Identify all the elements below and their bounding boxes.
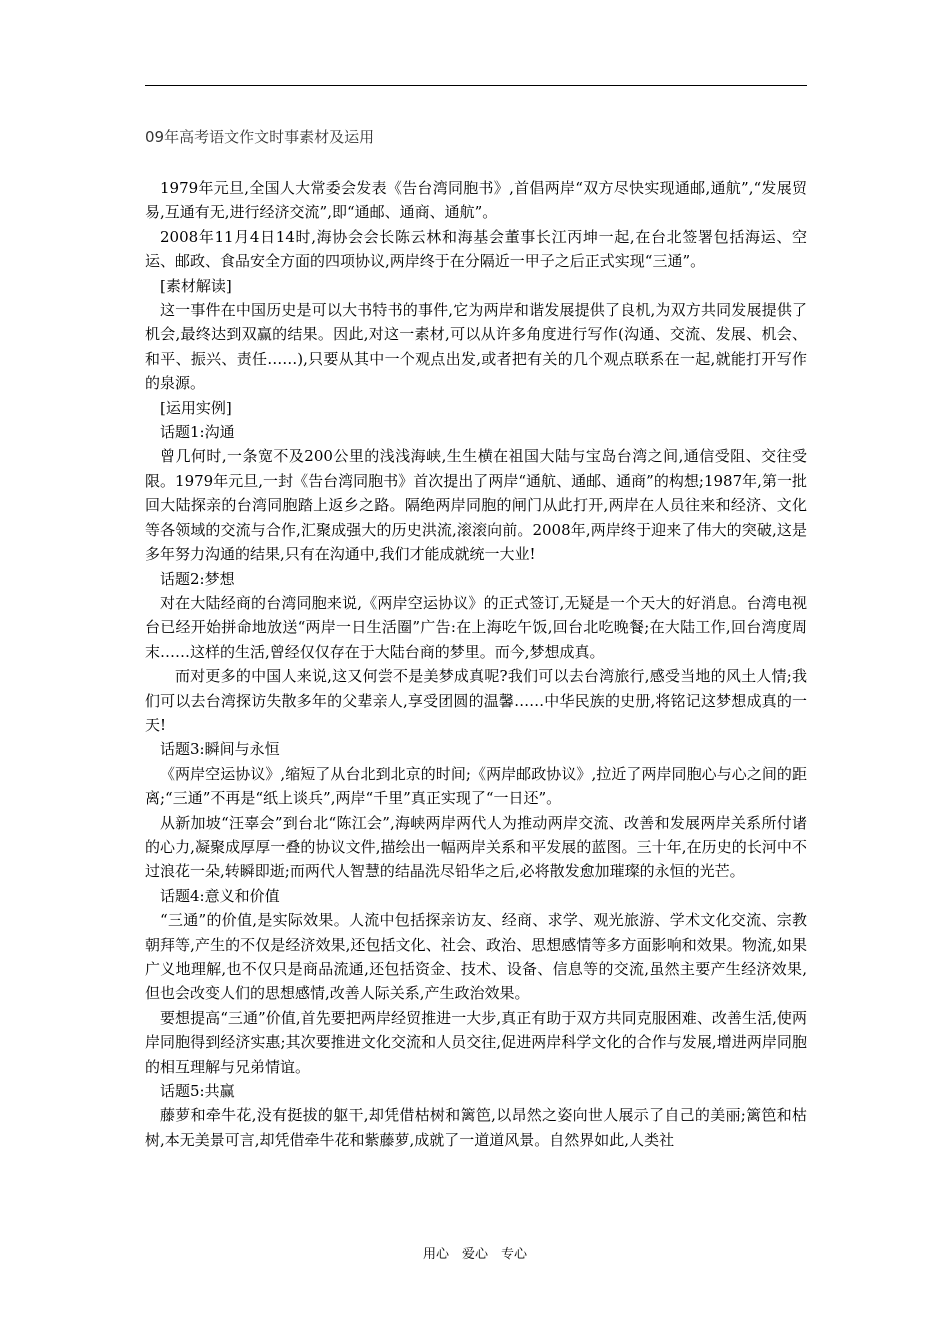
topic-heading: 话题1:沟通 — [160, 423, 235, 442]
paragraph: 而对更多的中国人来说,这又何尝不是美梦成真呢?我们可以去台湾旅行,感受当地的风土人情;我们可以去台湾探访失散多年的父辈亲人,享受团圆的温馨……中华民族的史册,将铭记这梦想成真的一天! — [145, 667, 807, 734]
header-rule — [145, 85, 807, 86]
paragraph: 对在大陆经商的台湾同胞来说,《两岸空运协议》的正式签订,无疑是一个天大的好消息。台湾电视台已经开始拼命地放送“两岸一日生活圈”广告:在上海吃午饭,回台北吃晚餐;在大陆工作,回台湾度周末……这样的生活,曾经仅仅存在于大陆台商的梦里。而今,梦想成真。 — [145, 593, 807, 661]
paragraph: 1979年元旦,全国人大常委会发表《告台湾同胞书》,首倡两岸“双方尽快实现通邮,通航”,“发展贸易,互通有无,进行经济交流”,即“通邮、通商、通航”。 — [145, 179, 807, 222]
paragraph: 要想提高“三通”价值,首先要把两岸经贸推进一大步,真正有助于双方共同克服困难、改善生活,使两岸同胞得到经济实惠;其次要推进文化交流和人员交往,促进两岸科学文化的合作与发展,增进两岸同胞的相互理解与兄弟情谊。 — [145, 1008, 807, 1076]
section-heading: [素材解读] — [160, 276, 232, 295]
topic-heading: 话题3:瞬间与永恒 — [160, 740, 280, 759]
paragraph: 这一事件在中国历史是可以大书特书的事件,它为两岸和谐发展提供了良机,为双方共同发展提供了机会,最终达到双赢的结果。因此,对这一素材,可以从许多角度进行写作(沟通、交流、发展、机会、和平、振兴、责任……),只要从其中一个观点出发,或者把有关的几个观点联系在一起,就能打开写作的泉源。 — [145, 301, 807, 393]
paragraph: 《两岸空运协议》,缩短了从台北到北京的时间;《两岸邮政协议》,拉近了两岸同胞心与心之间的距离;“三通”不再是“纸上谈兵”,两岸“千里”真正实现了“一日还”。 — [145, 764, 807, 808]
paragraph: 从新加坡“汪辜会”到台北“陈江会”,海峡两岸两代人为推动两岸交流、改善和发展两岸关系所付诸的心力,凝聚成厚厚一叠的协议文件,描绘出一幅两岸关系和平发展的蓝图。三十年,在历史的长河中不过浪花一朵,转瞬即逝;而两代人智慧的结晶洗尽铅华之后,必将散发愈加璀璨的永恒的光芒。 — [145, 813, 807, 881]
section-heading: [运用实例] — [160, 398, 232, 417]
topic-heading: 话题5:共赢 — [160, 1082, 235, 1101]
page-footer: 用心 爱心 专心 — [422, 1247, 527, 1262]
article-body — [145, 176, 807, 1152]
paragraph: 藤萝和牵牛花,没有挺拔的躯干,却凭借枯树和篱笆,以昂然之姿向世人展示了自己的美丽;篱笆和枯树,本无美景可言,却凭借牵牛花和紫藤萝,成就了一道道风景。自然界如此,人类社 — [145, 1106, 807, 1149]
paragraph: 2008年11月4日14时,海协会会长陈云林和海基会董事长江丙坤一起,在台北签署包括海运、空运、邮政、食品安全方面的四项协议,两岸终于在分隔近一甲子之后正式实现“三通”。 — [145, 227, 807, 271]
document-title: 09年高考语文作文时事素材及运用 — [145, 128, 375, 146]
paragraph: 曾几何时,一条宽不及200公里的浅浅海峡,生生横在祖国大陆与宝岛台湾之间,通信受阻、交往受限。1979年元旦,一封《告台湾同胞书》首次提出了两岸“通航、通邮、通商”的构想;1987年,第一批回大陆探亲的台湾同胞踏上返乡之路。隔绝两岸同胞的闸门从此打开,两岸在人员往来和经济、文化等各领域的交流与合作,汇聚成强大的历史洪流,滚滚向前。2008年,两岸终于迎来了伟大的突破,这是多年努力沟通的结果,只有在沟通中,我们才能成就统一大业! — [145, 447, 807, 564]
topic-heading: 话题4:意义和价值 — [160, 886, 280, 905]
topic-heading: 话题2:梦想 — [160, 569, 235, 588]
paragraph: “三通”的价值,是实际效果。人流中包括探亲访友、经商、求学、观光旅游、学术文化交流、宗教朝拜等,产生的不仅是经济效果,还包括文化、社会、政治、思想感情等多方面影响和效果。物流,如果广义地理解,也不仅只是商品流通,还包括资金、技术、设备、信息等的交流,虽然主要产生经济效果,但也会改变人们的思想感情,改善人际关系,产生政治效果。 — [145, 911, 807, 1003]
